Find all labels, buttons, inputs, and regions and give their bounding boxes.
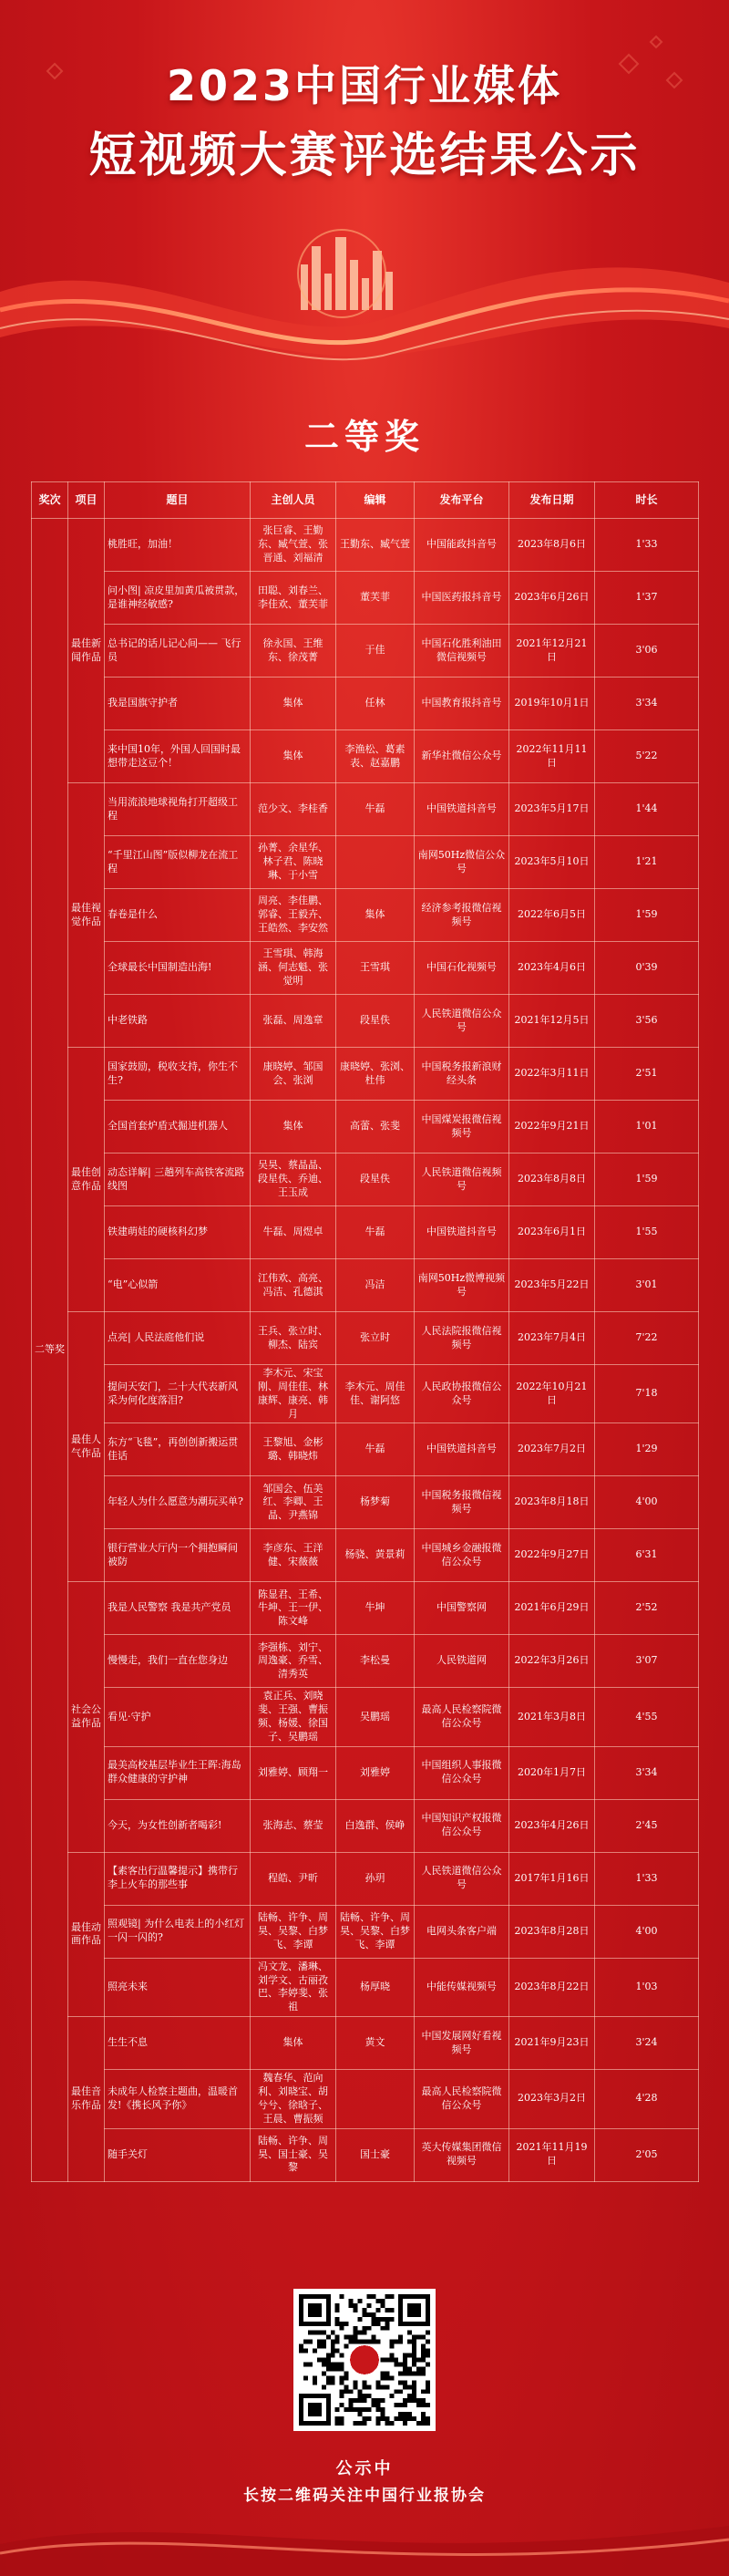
creators-cell: 陆畅、许争、周昊、国士豪、吴黎 bbox=[251, 2128, 336, 2181]
editor-cell bbox=[336, 836, 415, 889]
date-cell: 2022年11月11日 bbox=[509, 730, 595, 783]
platform-cell: 中国警察网 bbox=[415, 1582, 509, 1635]
table-row bbox=[32, 1476, 699, 1529]
date-cell: 2021年6月29日 bbox=[509, 1582, 595, 1635]
title-cell: “千里江山图”版似柳龙在流工程 bbox=[105, 836, 251, 889]
table-row bbox=[32, 1852, 699, 1905]
date-cell: 2023年8月18日 bbox=[509, 1476, 595, 1529]
table-row bbox=[32, 625, 699, 678]
results-table bbox=[31, 481, 698, 2182]
date-cell: 2017年1月16日 bbox=[509, 1852, 595, 1905]
table-row bbox=[32, 1905, 699, 1958]
creators-cell: 集体 bbox=[251, 2017, 336, 2070]
date-cell: 2021年12月21日 bbox=[509, 625, 595, 678]
platform-cell: 中国组织人事报微信公众号 bbox=[415, 1746, 509, 1799]
title-cell: 生生不息 bbox=[105, 2017, 251, 2070]
table-row bbox=[32, 2128, 699, 2181]
category-cell: 最佳音乐作品 bbox=[68, 2017, 105, 2181]
table-row bbox=[32, 783, 699, 836]
editor-cell: 董芙菲 bbox=[336, 572, 415, 625]
title-cell: 照观镜| 为什么电表上的小红灯一闪一闪的? bbox=[105, 1905, 251, 1958]
platform-cell: 中国税务报微信视频号 bbox=[415, 1476, 509, 1529]
editor-cell: 刘雅婷 bbox=[336, 1746, 415, 1799]
table-row bbox=[32, 942, 699, 995]
table-row bbox=[32, 1746, 699, 1799]
platform-cell: 人民铁道微信公众号 bbox=[415, 995, 509, 1048]
date-cell: 2023年8月8日 bbox=[509, 1154, 595, 1206]
title-line2: 短视频大赛评选结果公示 bbox=[88, 129, 641, 183]
editor-cell: 张立时 bbox=[336, 1312, 415, 1365]
date-cell: 2022年3月11日 bbox=[509, 1048, 595, 1101]
editor-cell: 牛坤 bbox=[336, 1582, 415, 1635]
col-header-editor: 编辑 bbox=[336, 482, 415, 519]
creators-cell: 刘雅婷、顾翔一 bbox=[251, 1746, 336, 1799]
col-header-creators: 主创人员 bbox=[251, 482, 336, 519]
table-row bbox=[32, 1688, 699, 1746]
duration-cell: 2'51 bbox=[595, 1048, 699, 1101]
table-row bbox=[32, 1582, 699, 1635]
bottom-swoosh bbox=[0, 2508, 729, 2576]
date-cell: 2023年7月2日 bbox=[509, 1423, 595, 1476]
city-swoosh-illustration bbox=[0, 210, 729, 383]
table-row bbox=[32, 1048, 699, 1101]
platform-cell: 中国铁道抖音号 bbox=[415, 783, 509, 836]
qr-code[interactable] bbox=[293, 2289, 436, 2431]
date-cell: 2022年6月5日 bbox=[509, 889, 595, 942]
platform-cell: 人民政协报微信公众号 bbox=[415, 1365, 509, 1423]
duration-cell: 3'34 bbox=[595, 1746, 699, 1799]
col-header-duration: 时长 bbox=[595, 482, 699, 519]
editor-cell: 王雪琪 bbox=[336, 942, 415, 995]
duration-cell: 3'07 bbox=[595, 1635, 699, 1688]
platform-cell: 中国铁道抖音号 bbox=[415, 1423, 509, 1476]
creators-cell: 集体 bbox=[251, 730, 336, 783]
title-cell: 银行营业大厅内一个拥抱瞬间被防 bbox=[105, 1529, 251, 1582]
date-cell: 2023年5月22日 bbox=[509, 1259, 595, 1312]
date-cell: 2021年3月8日 bbox=[509, 1688, 595, 1746]
title-cell: 铁建萌娃的硬核科幻梦 bbox=[105, 1206, 251, 1259]
platform-cell: 中国能政抖音号 bbox=[415, 519, 509, 572]
platform-cell: 电网头条客户端 bbox=[415, 1905, 509, 1958]
creators-cell: 魏春华、范向利、刘晓宝、胡兮兮、徐晗子、王晨、曹振频 bbox=[251, 2070, 336, 2128]
editor-cell: 孙玥 bbox=[336, 1852, 415, 1905]
table-row bbox=[32, 730, 699, 783]
title-cell: 慢慢走，我们一直在您身边 bbox=[105, 1635, 251, 1688]
date-cell: 2023年4月26日 bbox=[509, 1799, 595, 1852]
platform-cell: 中国发展网好看视频号 bbox=[415, 2017, 509, 2070]
platform-cell: 中国教育报抖音号 bbox=[415, 678, 509, 730]
category-cell: 最佳新闻作品 bbox=[68, 519, 105, 783]
platform-cell: 经济参考报微信视频号 bbox=[415, 889, 509, 942]
creators-cell: 陆畅、许争、周昊、吴黎、白梦飞、李谭 bbox=[251, 1905, 336, 1958]
table-row bbox=[32, 1206, 699, 1259]
table-row bbox=[32, 1365, 699, 1423]
platform-cell: 新华社微信公众号 bbox=[415, 730, 509, 783]
title-cell: 全国首套炉盾式掘进机器人 bbox=[105, 1101, 251, 1154]
duration-cell: 1'59 bbox=[595, 889, 699, 942]
title-cell: 未成年人检察主题曲，温暖首发!《携长风予你》 bbox=[105, 2070, 251, 2128]
col-header-platform: 发布平台 bbox=[415, 482, 509, 519]
title-cell: 来中国10年，外国人回国时最想带走这豆个！ bbox=[105, 730, 251, 783]
grade-cell: 二等奖 bbox=[32, 519, 68, 2182]
title-cell: 问小图| 凉皮里加黄瓜被贯款，是谁神经敏感? bbox=[105, 572, 251, 625]
table-row bbox=[32, 836, 699, 889]
date-cell: 2023年4月6日 bbox=[509, 942, 595, 995]
creators-cell: 田聪、刘春兰、李佳欢、董芙菲 bbox=[251, 572, 336, 625]
editor-cell: 高蕾、张斐 bbox=[336, 1101, 415, 1154]
duration-cell: 1'03 bbox=[595, 1958, 699, 2016]
duration-cell: 1'29 bbox=[595, 1423, 699, 1476]
editor-cell: 吴鹏瑶 bbox=[336, 1688, 415, 1746]
date-cell: 2023年7月4日 bbox=[509, 1312, 595, 1365]
duration-cell: 5'22 bbox=[595, 730, 699, 783]
creators-cell: 邹国会、伍美红、李卿、王晶、尹燕锦 bbox=[251, 1476, 336, 1529]
duration-cell: 1'55 bbox=[595, 1206, 699, 1259]
date-cell: 2021年11月19日 bbox=[509, 2128, 595, 2181]
editor-cell: 集体 bbox=[336, 889, 415, 942]
creators-cell: 周亮、李佳鹏、郭睿、王毅卉、王皓然、李安然 bbox=[251, 889, 336, 942]
table-row bbox=[32, 1423, 699, 1476]
editor-cell: 王勤东、臧气萱 bbox=[336, 519, 415, 572]
table-row bbox=[32, 1101, 699, 1154]
creators-cell: 李彦东、王洋健、宋薇薇 bbox=[251, 1529, 336, 1582]
platform-cell: 南网50Hz微博视频号 bbox=[415, 1259, 509, 1312]
title-cell: “电”心似箭 bbox=[105, 1259, 251, 1312]
table-row bbox=[32, 519, 699, 572]
editor-cell: 杨骁、黄景莉 bbox=[336, 1529, 415, 1582]
title-cell: 提问天安门，二十大代表新风采为何化度落泪? bbox=[105, 1365, 251, 1423]
duration-cell: 2'45 bbox=[595, 1799, 699, 1852]
creators-cell: 集体 bbox=[251, 678, 336, 730]
footer-status: 公示中 bbox=[335, 2459, 394, 2478]
category-cell: 最佳人气作品 bbox=[68, 1312, 105, 1582]
title-cell: 中老铁路 bbox=[105, 995, 251, 1048]
table-row bbox=[32, 572, 699, 625]
creators-cell: 冯文龙、潘琳、刘学文、古丽孜巴、李婷斐、张祖 bbox=[251, 1958, 336, 2016]
date-cell: 2019年10月1日 bbox=[509, 678, 595, 730]
editor-cell: 冯洁 bbox=[336, 1259, 415, 1312]
table-header-row bbox=[32, 482, 699, 519]
editor-cell: 李渔松、葛素表、赵嘉鹏 bbox=[336, 730, 415, 783]
duration-cell: 1'37 bbox=[595, 572, 699, 625]
table-row bbox=[32, 2070, 699, 2128]
editor-cell bbox=[336, 2070, 415, 2128]
title-cell: 全球最长中国制造出海! bbox=[105, 942, 251, 995]
duration-cell: 7'22 bbox=[595, 1312, 699, 1365]
category-cell: 最佳动画作品 bbox=[68, 1852, 105, 2016]
platform-cell: 最高人民检察院微信公众号 bbox=[415, 2070, 509, 2128]
footer-instruction: 长按二维码关注中国行业报协会 bbox=[243, 2487, 486, 2505]
date-cell: 2022年10月21日 bbox=[509, 1365, 595, 1423]
title-cell: 年轻人为什么愿意为潮玩买单? bbox=[105, 1476, 251, 1529]
duration-cell: 0'39 bbox=[595, 942, 699, 995]
table-row bbox=[32, 1154, 699, 1206]
creators-cell: 孙菁、余星华、林子君、陈晓琳、于小雪 bbox=[251, 836, 336, 889]
date-cell: 2023年6月26日 bbox=[509, 572, 595, 625]
qr-code-image bbox=[299, 2294, 430, 2426]
duration-cell: 2'05 bbox=[595, 2128, 699, 2181]
duration-cell: 1'44 bbox=[595, 783, 699, 836]
creators-cell: 李强栋、刘宁、周逸豪、乔雪、清秀英 bbox=[251, 1635, 336, 1688]
editor-cell: 康晓婷、张浏、杜伟 bbox=[336, 1048, 415, 1101]
table-row bbox=[32, 1529, 699, 1582]
date-cell: 2023年3月2日 bbox=[509, 2070, 595, 2128]
title-cell: 点亮| 人民法庭他们说 bbox=[105, 1312, 251, 1365]
section-title: 二等奖 bbox=[303, 417, 425, 457]
date-cell: 2023年6月1日 bbox=[509, 1206, 595, 1259]
platform-cell: 中国铁道抖音号 bbox=[415, 1206, 509, 1259]
date-cell: 2023年8月28日 bbox=[509, 1905, 595, 1958]
duration-cell: 4'55 bbox=[595, 1688, 699, 1746]
table-row bbox=[32, 1958, 699, 2016]
creators-cell: 江伟欢、高亮、冯洁、孔德淇 bbox=[251, 1259, 336, 1312]
creators-cell: 张海志、蔡莹 bbox=[251, 1799, 336, 1852]
platform-cell: 中国石化视频号 bbox=[415, 942, 509, 995]
title-cell: 照亮未来 bbox=[105, 1958, 251, 2016]
creators-cell: 徐永国、王维东、徐茂菁 bbox=[251, 625, 336, 678]
title-cell: 总书记的话儿记心间—— 飞行员 bbox=[105, 625, 251, 678]
editor-cell: 杨梦菊 bbox=[336, 1476, 415, 1529]
category-cell: 最佳创意作品 bbox=[68, 1048, 105, 1312]
title-cell: 我是人民警察 我是共产党员 bbox=[105, 1582, 251, 1635]
editor-cell: 李木元、周佳佳、谢阿悠 bbox=[336, 1365, 415, 1423]
duration-cell: 1'33 bbox=[595, 1852, 699, 1905]
editor-cell: 任林 bbox=[336, 678, 415, 730]
col-header-category: 项目 bbox=[68, 482, 105, 519]
table-row bbox=[32, 1799, 699, 1852]
title-cell: 【素客出行温馨提示】携带行李上火车的那些事 bbox=[105, 1852, 251, 1905]
platform-cell: 人民铁道微信公众号 bbox=[415, 1852, 509, 1905]
duration-cell: 1'21 bbox=[595, 836, 699, 889]
title-cell: 看见·守护 bbox=[105, 1688, 251, 1746]
platform-cell: 人民法院报微信视频号 bbox=[415, 1312, 509, 1365]
creators-cell: 陈显君、王希、牛坤、王一伊、陈文峰 bbox=[251, 1582, 336, 1635]
platform-cell: 中国医药报抖音号 bbox=[415, 572, 509, 625]
editor-cell: 杨厚晓 bbox=[336, 1958, 415, 2016]
creators-cell: 袁正兵、刘晓斐、王强、曹振频、杨媛、徐国子、吴鹏瑶 bbox=[251, 1688, 336, 1746]
col-header-title: 题目 bbox=[105, 482, 251, 519]
creators-cell: 王兵、张立时、柳杰、陆宾 bbox=[251, 1312, 336, 1365]
date-cell: 2023年5月17日 bbox=[509, 783, 595, 836]
table-row bbox=[32, 889, 699, 942]
editor-cell: 黄文 bbox=[336, 2017, 415, 2070]
platform-cell: 中国煤炭报微信视频号 bbox=[415, 1101, 509, 1154]
category-cell: 最佳视觉作品 bbox=[68, 783, 105, 1048]
title-cell: 今天，为女性创新者喝彩! bbox=[105, 1799, 251, 1852]
date-cell: 2023年5月10日 bbox=[509, 836, 595, 889]
creators-cell: 张磊、周逸章 bbox=[251, 995, 336, 1048]
creators-cell: 程皓、尹昕 bbox=[251, 1852, 336, 1905]
duration-cell: 1'01 bbox=[595, 1101, 699, 1154]
platform-cell: 人民铁道微信视频号 bbox=[415, 1154, 509, 1206]
duration-cell: 2'52 bbox=[595, 1582, 699, 1635]
creators-cell: 范少文、李桂香 bbox=[251, 783, 336, 836]
title-cell: 春卷是什么 bbox=[105, 889, 251, 942]
editor-cell: 段星佚 bbox=[336, 1154, 415, 1206]
editor-cell: 牛磊 bbox=[336, 1206, 415, 1259]
duration-cell: 4'00 bbox=[595, 1476, 699, 1529]
table-row bbox=[32, 2017, 699, 2070]
editor-cell: 牛磊 bbox=[336, 1423, 415, 1476]
creators-cell: 吴昊、蔡晶晶、段星佚、乔迪、王玉成 bbox=[251, 1154, 336, 1206]
title-line1: 2023中国行业媒体 bbox=[166, 61, 563, 110]
duration-cell: 1'33 bbox=[595, 519, 699, 572]
table-row bbox=[32, 678, 699, 730]
duration-cell: 3'56 bbox=[595, 995, 699, 1048]
platform-cell: 最高人民检察院微信公众号 bbox=[415, 1688, 509, 1746]
duration-cell: 3'06 bbox=[595, 625, 699, 678]
editor-cell: 于佳 bbox=[336, 625, 415, 678]
duration-cell: 1'59 bbox=[595, 1154, 699, 1206]
platform-cell: 中能传媒视频号 bbox=[415, 1958, 509, 2016]
date-cell: 2021年9月23日 bbox=[509, 2017, 595, 2070]
platform-cell: 中国石化胜利油田微信视频号 bbox=[415, 625, 509, 678]
title-cell: 桃胜旺，加油！ bbox=[105, 519, 251, 572]
category-cell: 社会公益作品 bbox=[68, 1582, 105, 1852]
editor-cell: 牛磊 bbox=[336, 783, 415, 836]
duration-cell: 3'24 bbox=[595, 2017, 699, 2070]
platform-cell: 中国知识产权报微信公众号 bbox=[415, 1799, 509, 1852]
creators-cell: 李木元、宋宝刚、周佳佳、林康辉、康亮、韩月 bbox=[251, 1365, 336, 1423]
creators-cell: 王黎旭、金彬璐、韩晓炜 bbox=[251, 1423, 336, 1476]
duration-cell: 3'01 bbox=[595, 1259, 699, 1312]
col-header-grade: 奖次 bbox=[32, 482, 68, 519]
duration-cell: 6'31 bbox=[595, 1529, 699, 1582]
creators-cell: 张巨睿、王勤东、臧气萱、张晋通、刘福清 bbox=[251, 519, 336, 572]
duration-cell: 4'00 bbox=[595, 1905, 699, 1958]
platform-cell: 南网50Hz微信公众号 bbox=[415, 836, 509, 889]
platform-cell: 中国税务报新浪财经头条 bbox=[415, 1048, 509, 1101]
title-cell: 最美高校基层毕业生王晖:海岛群众健康的守护神 bbox=[105, 1746, 251, 1799]
creators-cell: 牛磊、周煜卓 bbox=[251, 1206, 336, 1259]
table-row bbox=[32, 1259, 699, 1312]
title-cell: 当用流浪地球视角打开超级工程 bbox=[105, 783, 251, 836]
title-cell: 东方“飞毯”，再创创新搬运贯佳话 bbox=[105, 1423, 251, 1476]
date-cell: 2020年1月7日 bbox=[509, 1746, 595, 1799]
creators-cell: 集体 bbox=[251, 1101, 336, 1154]
title-cell: 动态详解| 三趟列车高铁客流路线图 bbox=[105, 1154, 251, 1206]
editor-cell: 李松曼 bbox=[336, 1635, 415, 1688]
date-cell: 2022年9月21日 bbox=[509, 1101, 595, 1154]
col-header-date: 发布日期 bbox=[509, 482, 595, 519]
platform-cell: 英大传媒集团微信视频号 bbox=[415, 2128, 509, 2181]
date-cell: 2023年8月6日 bbox=[509, 519, 595, 572]
title-cell: 我是国旗守护者 bbox=[105, 678, 251, 730]
date-cell: 2021年12月5日 bbox=[509, 995, 595, 1048]
date-cell: 2022年9月27日 bbox=[509, 1529, 595, 1582]
duration-cell: 3'34 bbox=[595, 678, 699, 730]
date-cell: 2022年3月26日 bbox=[509, 1635, 595, 1688]
table-body bbox=[32, 519, 699, 2182]
editor-cell: 段星佚 bbox=[336, 995, 415, 1048]
editor-cell: 白逸群、侯峥 bbox=[336, 1799, 415, 1852]
table-row bbox=[32, 1635, 699, 1688]
platform-cell: 人民铁道网 bbox=[415, 1635, 509, 1688]
table-row bbox=[32, 1312, 699, 1365]
editor-cell: 陆畅、许争、周昊、吴黎、白梦飞、李谭 bbox=[336, 1905, 415, 1958]
platform-cell: 中国城乡金融报微信公众号 bbox=[415, 1529, 509, 1582]
date-cell: 2023年8月22日 bbox=[509, 1958, 595, 2016]
duration-cell: 4'28 bbox=[595, 2070, 699, 2128]
editor-cell: 国士豪 bbox=[336, 2128, 415, 2181]
duration-cell: 7'18 bbox=[595, 1365, 699, 1423]
title-cell: 国家鼓励，税收支持，你生不生? bbox=[105, 1048, 251, 1101]
creators-cell: 康晓婷、邹国会、张浏 bbox=[251, 1048, 336, 1101]
creators-cell: 王雪琪、韩海涵、何志魁、张觉明 bbox=[251, 942, 336, 995]
table-row bbox=[32, 995, 699, 1048]
title-cell: 随手关灯 bbox=[105, 2128, 251, 2181]
